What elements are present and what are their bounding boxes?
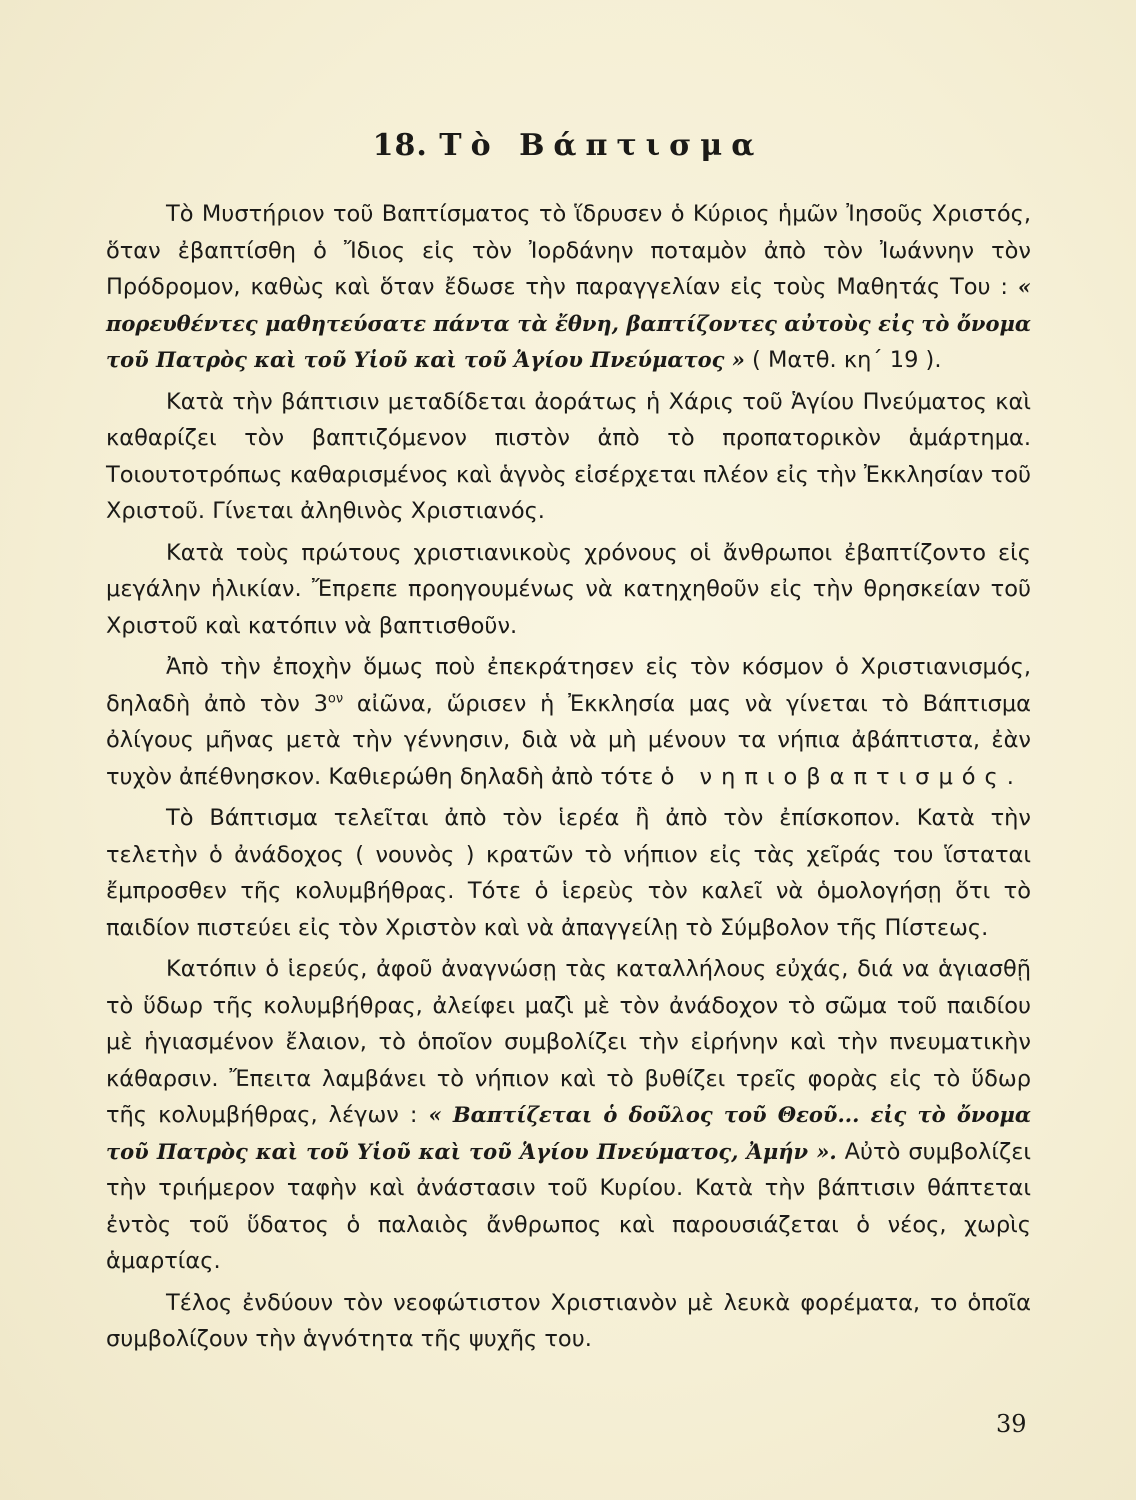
chapter-number: 18. [372,128,428,163]
paragraph-1 [106,196,1031,379]
paragraph-2: Κατὰ τὴν βάπτισιν μεταδίδεται ἀοράτως ἡ Χάρις τοῦ Ἁγίου Πνεύματος καὶ καθαρίζει τὸν βαπτιζόμενον πιστὸν ἀπὸ τὸ προπατορικὸν ἁμάρτημα. Τοιουτοτρόπως καθαρισμένος καὶ ἁγνὸς εἰσέρχεται πλέον εἰς τὴν Ἐκκλησίαν τοῦ Χριστοῦ. Γίνεται ἀληθινὸς Χριστιανός. [106,388,1031,524]
page-number: 39 [996,1410,1027,1438]
spaced-term: ὁ νηπιοβαπτισμός. [660,763,1023,790]
paragraph-3: Κατὰ τοὺς πρώτους χριστιανικοὺς χρόνους οἱ ἄνθρωποι ἐβαπτίζοντο εἰς μεγάλην ἡλικίαν. Ἔπρεπε προηγουμένως νὰ κατηχηθοῦν εἰς τὴν θρησκείαν τοῦ Χριστοῦ καὶ κατόπιν νὰ βαπτισθοῦν. [106,539,1031,639]
paragraph-1-text: Τὸ Μυστήριον τοῦ Βαπτίσματος τὸ ἵδρυσεν ὁ Κύριος ἡμῶν Ἰησοῦς Χριστός, ὅταν ἐβαπτίσθη ὁ Ἴδιος εἰς τὸν Ἰορδάνην ποταμὸν ἀπὸ τὸν Ἰωάννην τὸν Πρόδρομον, καθὼς καὶ ὅταν ἔδωσε τὴν παραγγελίαν εἰς τοὺς Μαθητάς Του : [106,201,1031,300]
body-text [106,196,1031,1358]
baptism-formula-quote: « Βαπτίζεται ὁ δοῦλος τοῦ Θεοῦ... εἰς τὸ ὄνομα τοῦ Πατρὸς καὶ τοῦ Υἱοῦ καὶ τοῦ Ἁγίου Πνεύματος, Ἀμήν ». [106,1102,1031,1164]
paragraph-6-text-cont: Αὐτὸ συμβολίζει τὴν τριήμερον ταφὴν καὶ ἀνάστασιν τοῦ Κυρίου. Κατὰ τὴν βάπτισιν θάπτεται ἐντὸς τοῦ ὕδατος ὁ παλαιὸς ἄνθρωπος καὶ παρουσιάζεται ὁ νέος, χωρὶς ἁμαρτίας. [106,1138,1031,1274]
scripture-quote: « πορευθέντες μαθητεύσατε πάντα τὰ ἔθνη, βαπτίζοντες αὐτοὺς εἰς τὸ ὄνομα τοῦ Πατρὸς καὶ τοῦ Υἱοῦ καὶ τοῦ Ἁγίου Πνεύματος » [106,274,1031,372]
paragraph-6-text: Κατόπιν ὁ ἱερεύς, ἀφοῦ ἀναγνώσῃ τὰς καταλλήλους εὐχάς, διά να ἁγιασθῇ τὸ ὕδωρ τῆς κολυμβήθρας, ἀλείφει μαζὶ μὲ τὸν ἀνάδοχον τὸ σῶμα τοῦ παιδίου μὲ ἡγιασμένον ἔλαιον, τὸ ὁποῖον συμβολίζει τὴν εἰρήνην καὶ τὴν πνευματικὴν κάθαρσιν. Ἔπειτα λαμβάνει τὸ νήπιον καὶ τὸ βυθίζει τρεῖς φορὰς εἰς τὸ ὕδωρ τῆς κολυμβήθρας, λέγων : [106,956,1031,1128]
chapter-heading: Τὸ Βάπτισμα [439,128,764,163]
paragraph-4-text-cont: αἰῶνα, ὥρισεν ἡ Ἐκκλησία μας νὰ γίνεται τὸ Βάπτισμα ὀλίγους μῆνας μετὰ τὴν γέννησιν, διὰ νὰ μὴ μένουν τα νήπια ἀβάπτιστα, ἐὰν τυχὸν ἀπέθνησκον. Καθιερώθη δηλαδὴ ἀπὸ τότε [106,690,1031,790]
paragraph-6 [106,951,1031,1280]
paragraph-5: Τὸ Βάπτισμα τελεῖται ἀπὸ τὸν ἱερέα ἢ ἀπὸ τὸν ἐπίσκοπον. Κατὰ τὴν τελετὴν ὁ ἀνάδοχος ( νουνὸς ) κρατῶν τὸ νήπιον εἰς τὰς χεῖράς του ἵσταται ἔμπροσθεν τῆς κολυμβήθρας. Τότε ὁ ἱερεὺς τὸν καλεῖ νὰ ὁμολογήσῃ ὅτι τὸ παιδίον πιστεύει εἰς τὸν Χριστὸν καὶ νὰ ἀπαγγείλῃ τὸ Σύμβολον τῆς Πίστεως. [106,805,1031,941]
paragraph-7: Τέλος ἐνδύουν τὸν νεοφώτιστον Χριστιανὸν μὲ λευκὰ φορέματα, το ὁποῖα συμβολίζουν τὴν ἁγνότητα τῆς ψυχῆς του. [106,1289,1031,1352]
paragraph-4-text: Ἀπὸ τὴν ἐποχὴν ὅμως ποὺ ἐπεκράτησεν εἰς τὸν κόσμον ὁ Χριστιανισμός, δηλαδὴ ἀπὸ τὸν 3 [106,654,1031,717]
chapter-title [0,128,1136,163]
ordinal-suffix: ον [327,691,344,706]
scripture-reference: ( Ματθ. κη΄ 19 ). [752,347,942,373]
paragraph-4 [106,649,1031,795]
